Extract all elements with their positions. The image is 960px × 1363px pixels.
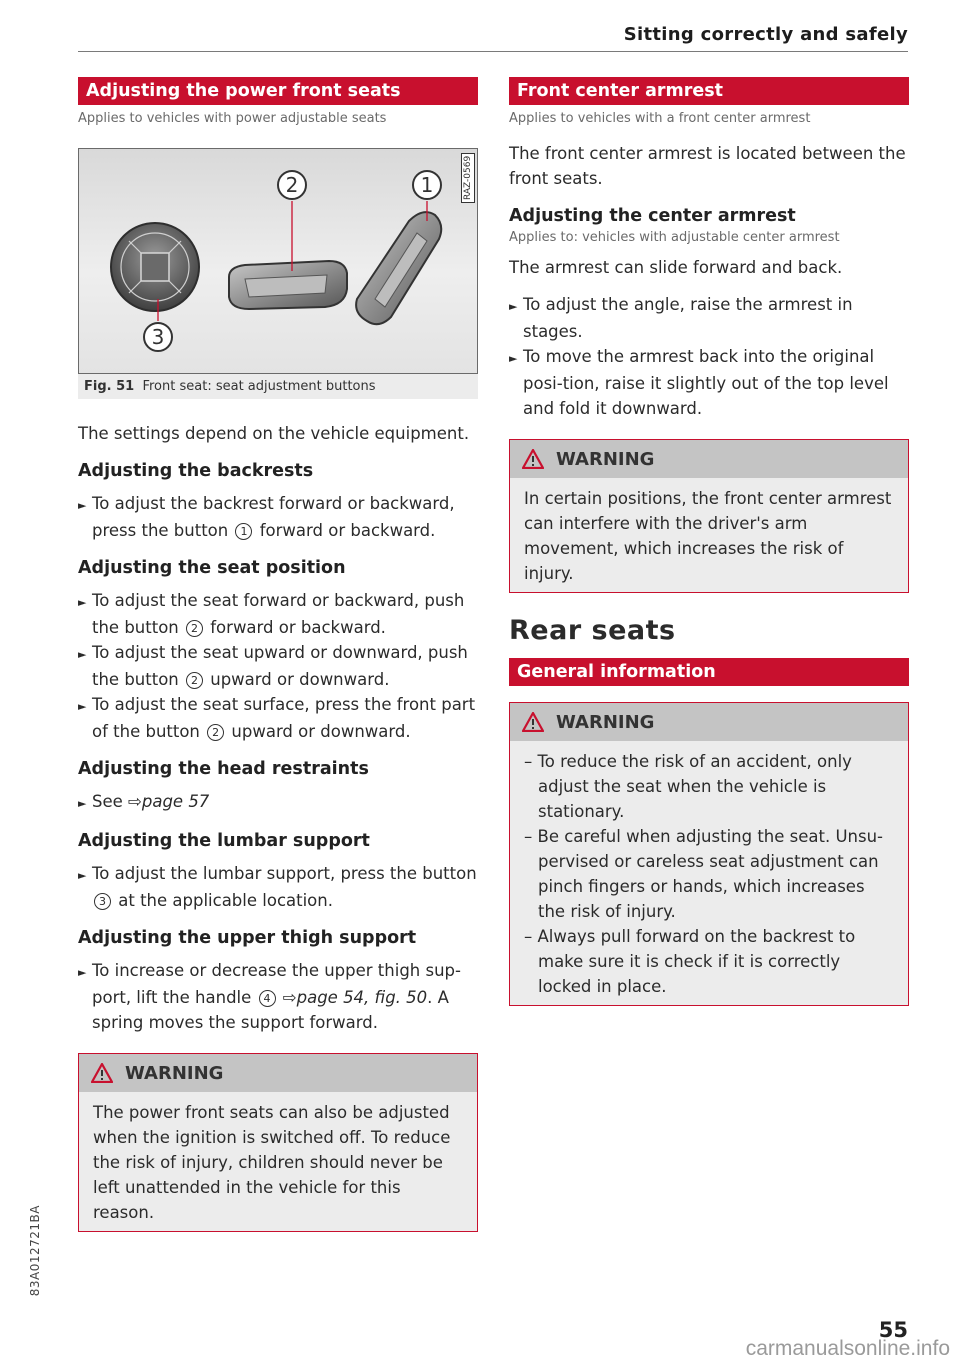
caption-label: Fig. 51 [84, 379, 135, 394]
callout-label: 2 [285, 173, 299, 197]
warning-header [79, 1054, 477, 1092]
heading-backrests: Adjusting the backrests [78, 461, 314, 481]
bullet-triangle-icon: ► [78, 966, 87, 979]
bullet-head-restraints: ► See ⇨page 57 [78, 789, 478, 816]
section-title-general: General information [509, 658, 909, 686]
callout-label: 3 [151, 325, 165, 349]
warning-header [510, 440, 908, 478]
applies-note: Applies to vehicles with power adjustable seats [78, 111, 387, 126]
bullet-triangle-icon: ► [509, 300, 518, 313]
applies-note: Applies to: vehicles with adjustable center armrest [509, 230, 840, 245]
warning-text: In certain positions, the front center armrest can interfere with the driver's arm movement, which increases the risk of injury. [524, 489, 892, 583]
warning-box-ignition [78, 1053, 478, 1232]
page-number: 55 [878, 1318, 908, 1342]
right-column [509, 77, 909, 1006]
ref-number: 2 [186, 672, 203, 689]
bullet-seat-surface: ► To adjust the seat surface, press the front part of the button 2 upward or downward. [78, 695, 476, 741]
applies-note: Applies to vehicles with a front center armrest [509, 111, 811, 126]
warning-label: WARNING [556, 711, 655, 733]
bullet-armrest-back: ► To move the armrest back into the original posi-tion, raise it slightly out of the top level and fold it downward. [509, 347, 889, 418]
backrest-switch-icon [356, 212, 441, 324]
bullet-backrest: ► To adjust the backrest forward or backward, press the button 1 forward or backward. [78, 494, 455, 540]
bullet-triangle-icon: ► [509, 352, 518, 365]
bullet-triangle-icon: ► [78, 700, 87, 713]
watermark: carmanualsonline.info [745, 1337, 950, 1360]
warning-label: WARNING [125, 1062, 224, 1084]
figure-caption [78, 374, 478, 399]
figure-seat-buttons [78, 148, 478, 374]
heading-seat-position: Adjusting the seat position [78, 558, 346, 578]
armrest-intro: The front center armrest is located between the front seats. [509, 144, 906, 188]
warning-item: – Always pull forward on the backrest to make sure it is check if it is correctly locked in place. [524, 927, 856, 996]
warning-box-rear-seats [509, 702, 909, 1006]
bullet-lumbar: ► To adjust the lumbar support, press the button 3 at the applicable location. [78, 864, 477, 910]
figure-code: RAZ-0569 [461, 153, 475, 203]
bullet-thigh: ► To increase or decrease the upper thigh sup-port, lift the handle 4 ⇨page 54, fig. 50. A spring moves the support forward. [78, 961, 461, 1032]
warning-list [510, 741, 908, 1005]
armrest-slide-text: The armrest can slide forward and back. [509, 258, 843, 277]
warning-label: WARNING [556, 448, 655, 470]
warning-header [510, 703, 908, 741]
page-link[interactable]: page 54, fig. 50 [296, 988, 428, 1007]
heading-center-armrest: Adjusting the center armrest [509, 206, 796, 226]
caption-text: Front seat: seat adjustment buttons [142, 379, 376, 394]
bullet-seat-upward: ► To adjust the seat upward or downward, push the button 2 upward or downward. [78, 643, 468, 689]
ref-number: 2 [207, 724, 224, 741]
chapter-title-rear-seats: Rear seats [509, 615, 676, 646]
callout-label: 1 [420, 173, 434, 197]
section-title-armrest: Front center armrest [509, 77, 909, 105]
intro-text: The settings depend on the vehicle equipment. [78, 424, 470, 443]
arrow-right-icon: ⇨ [282, 988, 297, 1007]
callout-3 [144, 323, 172, 351]
ref-number: 1 [235, 523, 252, 540]
warning-triangle-icon [91, 1063, 113, 1083]
heading-thigh: Adjusting the upper thigh support [78, 928, 417, 948]
lumbar-control-icon [111, 223, 199, 311]
heading-head-restraints: Adjusting the head restraints [78, 759, 369, 779]
ref-number: 4 [259, 990, 276, 1007]
document-code: 83A012721BA [28, 1205, 42, 1297]
arrow-right-icon: ⇨ [128, 792, 142, 811]
bullet-seat-forward: ► To adjust the seat forward or backward, push the button 2 forward or backward. [78, 591, 465, 637]
warning-text: The power front seats can also be adjusted when the ignition is switched off. To reduce the risk of injury, children should never be left unattended in the vehicle for this reason. [93, 1103, 451, 1222]
bullet-triangle-icon: ► [78, 869, 87, 882]
page-link[interactable]: page 57 [141, 792, 210, 811]
bullet-triangle-icon: ► [78, 499, 87, 512]
bullet-triangle-icon: ► [78, 596, 87, 609]
bullet-triangle-icon: ► [78, 648, 87, 661]
warning-box-armrest [509, 439, 909, 593]
running-head: Sitting correctly and safely [623, 24, 908, 45]
warning-item: – Be careful when adjusting the seat. Unsu-pervised or careless seat adjustment can pinch fingers or hands, which increases the risk of injury. [524, 827, 884, 921]
ref-number: 2 [186, 620, 203, 637]
seat-position-switch-icon [229, 261, 347, 309]
left-column [78, 77, 478, 1232]
warning-triangle-icon [522, 712, 544, 732]
heading-lumbar: Adjusting the lumbar support [78, 831, 370, 851]
header-rule [78, 51, 908, 52]
warning-triangle-icon [522, 449, 544, 469]
ref-number: 3 [94, 893, 111, 910]
seat-controls-illustration [79, 149, 477, 373]
bullet-armrest-angle: ► To adjust the angle, raise the armrest in stages. [509, 295, 853, 341]
bullet-triangle-icon: ► [78, 797, 87, 810]
callout-1 [413, 171, 441, 199]
callout-2 [278, 171, 306, 199]
warning-item: – To reduce the risk of an accident, only adjust the seat when the vehicle is stationary. [524, 752, 852, 821]
section-title-power-seats: Adjusting the power front seats [78, 77, 478, 105]
